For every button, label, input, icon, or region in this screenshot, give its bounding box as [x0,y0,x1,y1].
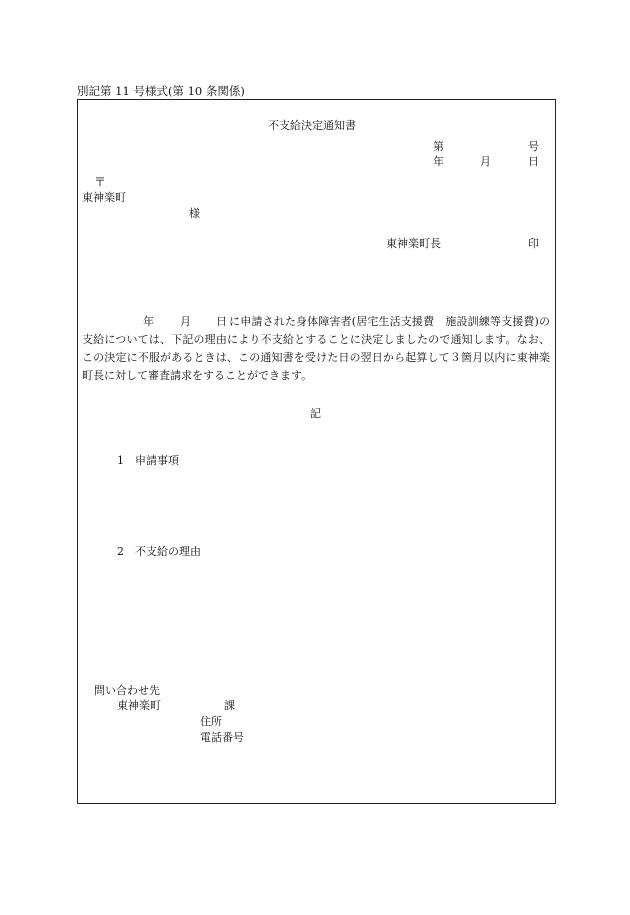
contact-heading: 問い合わせ先 [94,684,160,697]
sender-title: 東神楽町長 [386,237,441,250]
contact-phone: 電話番号 [200,731,244,744]
recipient-town: 東神楽町 [82,191,126,204]
date-day: 日 [528,155,539,168]
item-2-label: 不支給の理由 [135,545,201,558]
document-title: 不支給決定通知書 [268,119,356,132]
number-suffix: 号 [528,140,539,153]
notice-body [82,313,550,385]
item-2-number: 2 [117,545,124,558]
recipient-honorific: 様 [189,207,200,220]
ki-heading: 記 [310,407,321,420]
form-label: 別記第 11 号様式(第 10 条関係) [77,84,245,98]
body-date-month: 月 [180,315,191,328]
number-prefix: 第 [433,140,444,153]
sender-seal: 印 [528,237,539,250]
contact-address: 住所 [200,715,222,728]
date-year: 年 [433,155,444,168]
notice-body-text: に申請された身体障害者(居宅生活支援費 施設訓練等支援費)の支給については、下記の理由により不支給とすることに決定しましたので通知します。なお、この決定に不服があるときは、この通知書を受けた日の翌日から起算して３箇月以内に東神楽町長に対して審査請求をすることができます。 [82,315,550,382]
contact-section: 課 [224,699,235,712]
item-1-label: 申請事項 [135,454,179,467]
body-date-year: 年 [143,315,154,328]
date-month: 月 [480,155,491,168]
contact-town: 東神楽町 [117,699,161,712]
body-date-day: 日 [216,315,227,328]
item-1-number: 1 [117,454,124,467]
postal-mark: 〒 [94,175,107,189]
